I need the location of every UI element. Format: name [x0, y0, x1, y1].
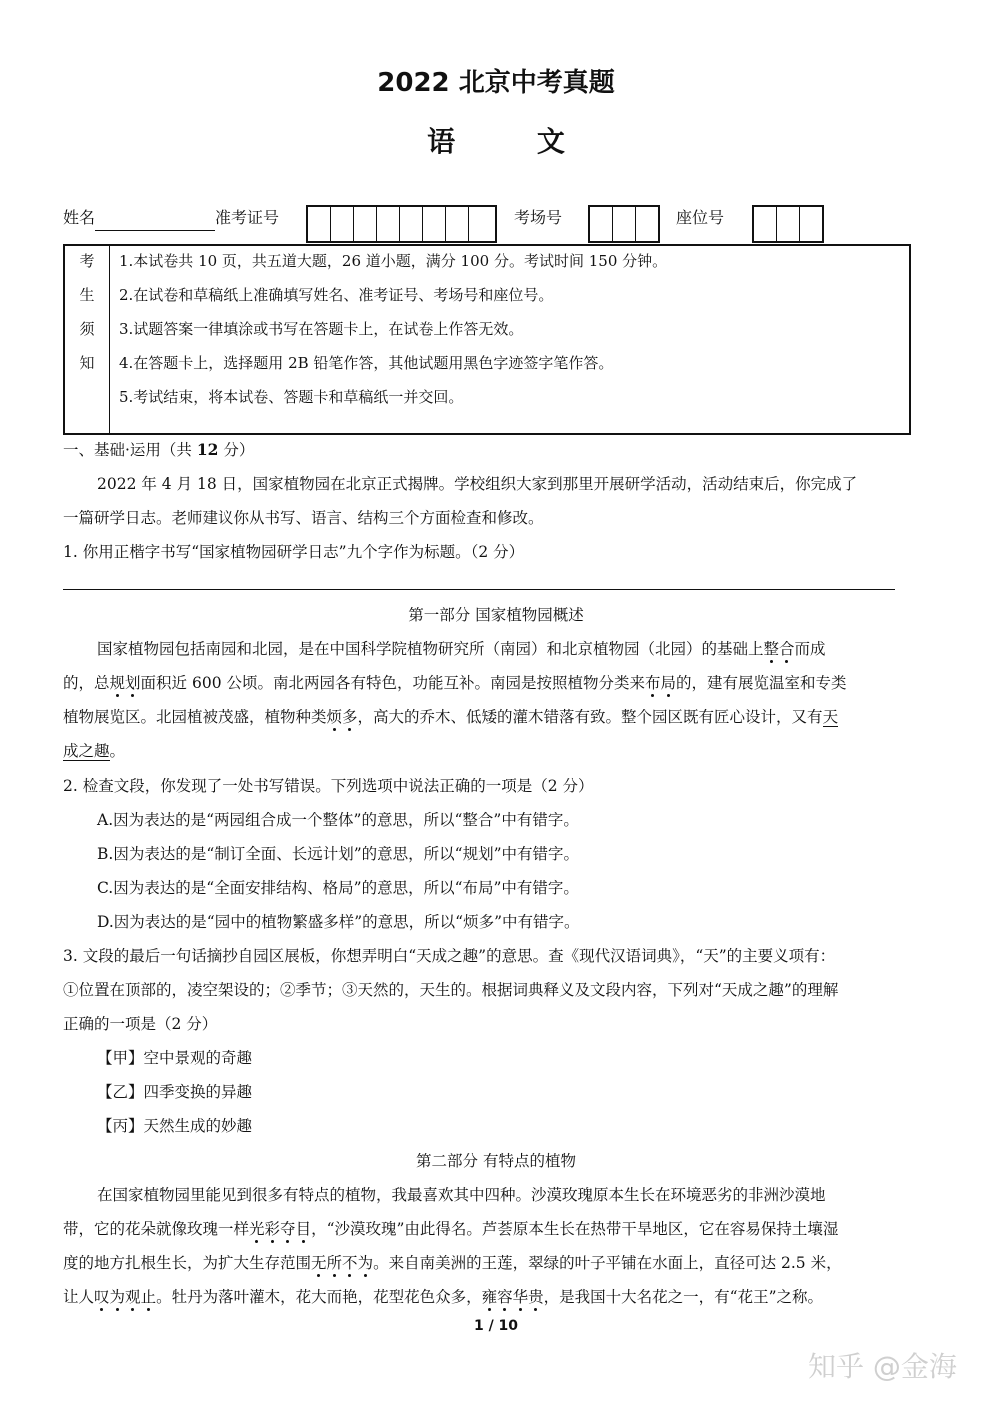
exam-id-label: 准考证号: [215, 208, 280, 227]
room-boxes[interactable]: [588, 205, 660, 243]
part2-line: 在国家植物园里能见到很多有特点的植物，我最喜欢其中四种。沙漠玫瑰原本生长在环境恶劣的非洲沙漠地: [97, 1186, 826, 1204]
question-2: 2. 检查文段，你发现了一处书写错误。下列选项中说法正确的一项是（2 分）: [63, 777, 594, 795]
part1-line: 国家植物园包括南园和北园，是在中国科学院植物研究所（南园）和北京植物园（北园）的基础上整合而成: [97, 640, 826, 658]
exam-title: 2022 北京中考真题: [377, 68, 615, 98]
name-blank[interactable]: [95, 210, 215, 231]
name-label: 姓名: [63, 208, 96, 227]
part1-line: 成之趣。: [63, 742, 126, 760]
q2-option-c[interactable]: C.因为表达的是“全面安排结构、格局”的意思，所以“布局”中有错字。: [97, 879, 579, 897]
q3-option-jia[interactable]: 【甲】空中景观的奇趣: [97, 1049, 253, 1067]
section-heading: 一、基础·运用（共 12 分）: [63, 440, 255, 459]
notice-side-label: [65, 246, 110, 433]
subject-title: 语 文: [427, 125, 601, 158]
question-3: 3. 文段的最后一句话摘抄自园区展板，你想弄明白“天成之趣”的意思。查《现代汉语词典》，“天”的主要义项有：: [63, 947, 836, 965]
q2-option-b[interactable]: B.因为表达的是“制订全面、长远计划”的意思，所以“规划”中有错字。: [97, 845, 580, 863]
watermark: 知乎 @金海: [808, 1350, 957, 1383]
intro-paragraph: 一篇研学日志。老师建议你从书写、语言、结构三个方面检查和修改。: [63, 509, 544, 527]
part2-line: 带，它的花朵就像玫瑰一样光彩夺目，“沙漠玫瑰”由此得名。芦荟原本生长在热带干旱地区，它在容易保持土壤湿: [63, 1220, 839, 1238]
question-1: 1. 你用正楷字书写“国家植物园研学日志”九个字作为标题。（2 分）: [63, 543, 525, 561]
question-3: ①位置在顶部的，凌空架设的；②季节；③天然的，天生的。根据词典释义及文段内容，下列对“天成之趣”的理解: [63, 981, 839, 999]
name-label-row: [63, 205, 279, 231]
q2-option-d[interactable]: D.因为表达的是“园中的植物繁盛多样”的意思，所以“烦多”中有错字。: [97, 913, 580, 931]
page-number: 1 / 10: [473, 1318, 519, 1334]
seat-boxes[interactable]: [752, 205, 824, 243]
question-3: 正确的一项是（2 分）: [63, 1015, 218, 1033]
part1-line: 植物展览区。北园植被茂盛，植物种类烦多，高大的乔木、低矮的灌木错落有致。整个园区既有匠心设计，又有天: [63, 708, 839, 726]
part2-line: 度的地方扎根生长，为扩大生存范围无所不为。来自南美洲的王莲，翠绿的叶子平铺在水面上，直径可达 2.5 米，: [63, 1254, 842, 1272]
intro-paragraph: 2022 年 4 月 18 日，国家植物园在北京正式揭牌。学校组织大家到那里开展研学活动，活动结束后，你完成了: [97, 475, 858, 493]
exam-id-boxes[interactable]: [306, 205, 497, 243]
seat-label: 座位号: [676, 208, 725, 227]
notice-item: 3.试题答案一律填涂或书写在答题卡上，在试卷上作答无效。: [119, 320, 524, 338]
exam-notice-box: [63, 244, 911, 435]
q2-option-a[interactable]: A.因为表达的是“两园组合成一个整体”的意思，所以“整合”中有错字。: [97, 811, 579, 829]
notice-item: 2.在试卷和草稿纸上准确填写姓名、准考证号、考场号和座位号。: [119, 286, 554, 304]
part2-line: 让人叹为观止。牡丹为落叶灌木，花大而艳，花型花色众多，雍容华贵，是我国十大名花之一，有“花王”之称。: [63, 1288, 824, 1306]
part2-title: 第二部分 有特点的植物: [416, 1152, 576, 1170]
notice-char: 须: [79, 320, 95, 338]
notice-char: 知: [79, 354, 95, 372]
q3-option-yi[interactable]: 【乙】四季变换的异趣: [97, 1083, 253, 1101]
notice-char: 生: [79, 286, 95, 304]
notice-item: 4.在答题卡上，选择题用 2B 铅笔作答，其他试题用黑色字迹签字笔作答。: [119, 354, 614, 372]
part1-title: 第一部分 国家植物园概述: [408, 606, 584, 624]
notice-char: 考: [79, 252, 95, 270]
notice-item: 1.本试卷共 10 页，共五道大题，26 道小题，满分 100 分。考试时间 150 分钟。: [119, 252, 668, 270]
notice-item: 5.考试结束，将本试卷、答题卡和草稿纸一并交回。: [119, 388, 464, 406]
part1-line: 的，总规划面积近 600 公顷。南北两园各有特色，功能互补。南园是按照植物分类来布局的，建有展览温室和专类: [63, 674, 847, 692]
q3-option-bing[interactable]: 【丙】天然生成的妙趣: [97, 1117, 253, 1135]
room-label: 考场号: [514, 208, 563, 227]
answer-line[interactable]: [63, 589, 895, 590]
